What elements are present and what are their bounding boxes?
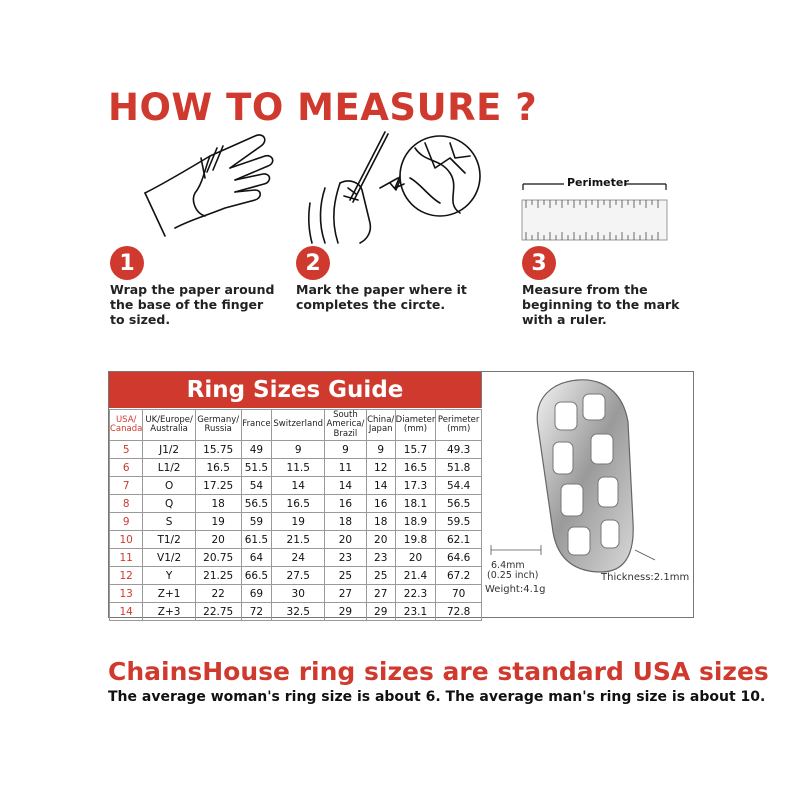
ring-width-inch: (0.25 inch) [487, 570, 539, 581]
step-1-text: Wrap the paper around the base of the finger to sized. [110, 282, 275, 327]
size-cell: 23 [366, 549, 395, 567]
step-2-text: Mark the paper where it completes the circte. [296, 282, 467, 312]
header-usa: USA/ Canada [110, 410, 143, 441]
table-row [110, 441, 482, 459]
ring-thickness: Thickness:2.1mm [601, 572, 690, 583]
size-cell: Y [143, 567, 196, 585]
table-row [110, 585, 482, 603]
size-cell: 18.1 [395, 495, 436, 513]
step-1-badge: 1 [110, 246, 144, 280]
ring-weight: Weight:4.1g [485, 584, 546, 595]
size-cell: 18 [325, 513, 367, 531]
table-row [110, 495, 482, 513]
usa-size-cell: 6 [110, 459, 143, 477]
hand-wrap-illustration [135, 128, 285, 243]
size-cell: 27 [366, 585, 395, 603]
size-cell: 17.25 [195, 477, 241, 495]
usa-size-cell: 10 [110, 531, 143, 549]
size-cell: 18 [195, 495, 241, 513]
header-switzerland: Switzerland [272, 410, 325, 441]
ring-width-mm: 6.4mm [491, 560, 525, 571]
table-row [110, 513, 482, 531]
table-row [110, 477, 482, 495]
size-cell: 15.75 [195, 441, 241, 459]
size-cell: 29 [366, 603, 395, 621]
table-row [110, 603, 482, 621]
hand-mark-illustration [300, 128, 490, 248]
size-cell: 14 [325, 477, 367, 495]
size-cell: 64.6 [436, 549, 482, 567]
size-cell: 9 [325, 441, 367, 459]
size-cell: 20 [195, 531, 241, 549]
size-cell: O [143, 477, 196, 495]
usa-size-cell: 7 [110, 477, 143, 495]
ring-illustration-area [483, 372, 693, 617]
size-cell: 23 [325, 549, 367, 567]
header-diameter: Diameter (mm) [395, 410, 436, 441]
header-south-america: South America/ Brazil [326, 409, 365, 439]
size-cell: Z+3 [143, 603, 196, 621]
size-cell: 54.4 [436, 477, 482, 495]
header-uk: UK/Europe/ Australia [143, 410, 196, 441]
size-cell: 19.8 [395, 531, 436, 549]
size-cell: 20 [366, 531, 395, 549]
size-cell: 17.3 [395, 477, 436, 495]
header-china: China/ Japan [366, 410, 395, 441]
size-cell: 21.5 [272, 531, 325, 549]
size-cell: 18 [366, 513, 395, 531]
usa-size-cell: 13 [110, 585, 143, 603]
size-cell: 19 [195, 513, 241, 531]
size-cell: 12 [366, 459, 395, 477]
size-cell: 72 [241, 603, 272, 621]
size-cell: Q [143, 495, 196, 513]
size-cell: 62.1 [436, 531, 482, 549]
size-cell: 9 [366, 441, 395, 459]
size-cell: 22.75 [195, 603, 241, 621]
table-row [110, 549, 482, 567]
size-cell: 69 [241, 585, 272, 603]
step-3-text: Measure from the beginning to the mark with a ruler. [522, 282, 680, 327]
size-cell: 59 [241, 513, 272, 531]
size-cell: V1/2 [143, 549, 196, 567]
ring-size-table [109, 409, 482, 621]
usa-size-cell: 11 [110, 549, 143, 567]
size-cell: 20.75 [195, 549, 241, 567]
average-size-note: The average woman's ring size is about 6. The average man's ring size is about 10. [108, 689, 766, 705]
size-cell: 16.5 [195, 459, 241, 477]
size-cell: 61.5 [241, 531, 272, 549]
size-cell: 32.5 [272, 603, 325, 621]
size-cell: 30 [272, 585, 325, 603]
size-cell: 51.8 [436, 459, 482, 477]
size-cell: 49.3 [436, 441, 482, 459]
size-cell: 20 [395, 549, 436, 567]
size-cell: 9 [272, 441, 325, 459]
size-cell: 56.5 [241, 495, 272, 513]
ruler-perimeter-label: Perimeter [567, 176, 629, 189]
table-row [110, 567, 482, 585]
size-cell: 16.5 [395, 459, 436, 477]
ring-size-guide [108, 371, 694, 618]
step-3-badge: 3 [522, 246, 556, 280]
header-france: France [241, 410, 272, 441]
size-cell: 23.1 [395, 603, 436, 621]
size-cell: 22.3 [395, 585, 436, 603]
size-cell: 24 [272, 549, 325, 567]
size-cell: 29 [325, 603, 367, 621]
size-cell: 15.7 [395, 441, 436, 459]
standard-sizes-tagline: ChainsHouse ring sizes are standard USA sizes [108, 657, 769, 686]
size-cell: Z+1 [143, 585, 196, 603]
size-cell: 22 [195, 585, 241, 603]
usa-size-cell: 12 [110, 567, 143, 585]
size-cell: 27.5 [272, 567, 325, 585]
table-title: Ring Sizes Guide [109, 372, 482, 408]
size-cell: 11 [325, 459, 367, 477]
size-cell: 64 [241, 549, 272, 567]
size-cell: 20 [325, 531, 367, 549]
size-cell: 70 [436, 585, 482, 603]
size-cell: 25 [325, 567, 367, 585]
size-cell: 16.5 [272, 495, 325, 513]
size-cell: 19 [272, 513, 325, 531]
page-title: HOW TO MEASURE ? [108, 86, 538, 129]
size-cell: 49 [241, 441, 272, 459]
size-cell: 51.5 [241, 459, 272, 477]
size-cell: 25 [366, 567, 395, 585]
size-cell: J1/2 [143, 441, 196, 459]
size-cell: 18.9 [395, 513, 436, 531]
size-cell: 21.4 [395, 567, 436, 585]
table-row [110, 531, 482, 549]
usa-size-cell: 8 [110, 495, 143, 513]
size-cell: 16 [325, 495, 367, 513]
size-cell: 16 [366, 495, 395, 513]
size-cell: 11.5 [272, 459, 325, 477]
size-cell: 66.5 [241, 567, 272, 585]
usa-size-cell: 14 [110, 603, 143, 621]
usa-size-cell: 5 [110, 441, 143, 459]
header-perimeter: Perimeter (mm) [436, 410, 482, 441]
size-cell: 54 [241, 477, 272, 495]
step-2-badge: 2 [296, 246, 330, 280]
size-cell: 72.8 [436, 603, 482, 621]
size-cell: T1/2 [143, 531, 196, 549]
size-cell: L1/2 [143, 459, 196, 477]
table-row [110, 459, 482, 477]
size-cell: 14 [272, 477, 325, 495]
table-header-row [110, 410, 482, 441]
size-cell: S [143, 513, 196, 531]
size-cell: 67.2 [436, 567, 482, 585]
size-cell: 56.5 [436, 495, 482, 513]
size-cell: 14 [366, 477, 395, 495]
header-germany: Germany/ Russia [195, 410, 241, 441]
size-cell: 59.5 [436, 513, 482, 531]
size-cell: 21.25 [195, 567, 241, 585]
size-cell: 27 [325, 585, 367, 603]
usa-size-cell: 9 [110, 513, 143, 531]
